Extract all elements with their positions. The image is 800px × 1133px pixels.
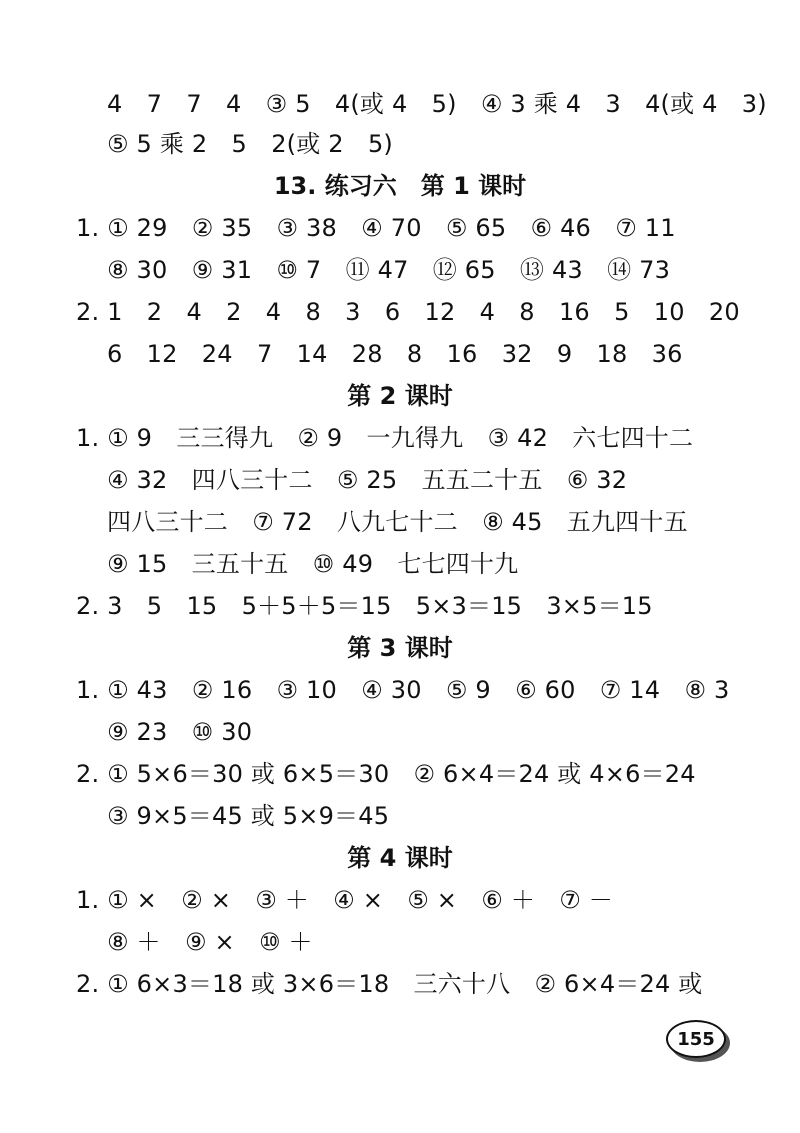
- section-heading: 第 2 课时: [347, 382, 453, 410]
- text-line: ⑨ 23 ⑩ 30: [107, 718, 253, 746]
- page-number-badge: [666, 1020, 726, 1058]
- text-line: 1. ① 9 三三得九 ② 9 一九得九 ③ 42 六七四十二: [76, 424, 694, 452]
- text-line: ③ 9×5＝45 或 5×9＝45: [107, 802, 390, 830]
- text-line: 4 7 7 4 ③ 5 4(或 4 5) ④ 3 乘 4 3 4(或 4 3): [107, 90, 767, 118]
- text-line: ⑧ ＋ ⑨ × ⑩ ＋: [107, 928, 313, 956]
- text-line: 2. ① 5×6＝30 或 6×5＝30 ② 6×4＝24 或 4×6＝24: [76, 760, 696, 788]
- text-line: ⑤ 5 乘 2 5 2(或 2 5): [107, 130, 393, 158]
- section-heading: 第 3 课时: [347, 634, 453, 662]
- text-line: 1. ① 43 ② 16 ③ 10 ④ 30 ⑤ 9 ⑥ 60 ⑦ 14 ⑧ 3: [76, 676, 730, 704]
- text-line: 2. 1 2 4 2 4 8 3 6 12 4 8 16 5 10 20: [76, 298, 740, 326]
- text-line: ④ 32 四八三十二 ⑤ 25 五五二十五 ⑥ 32: [107, 466, 628, 494]
- text-line: 2. ① 6×3＝18 或 3×6＝18 三六十八 ② 6×4＝24 或: [76, 970, 703, 998]
- text-line: ⑧ 30 ⑨ 31 ⑩ 7 ⑪ 47 ⑫ 65 ⑬ 43 ⑭ 73: [107, 256, 671, 284]
- text-line: 6 12 24 7 14 28 8 16 32 9 18 36: [107, 340, 683, 368]
- text-line: 1. ① × ② × ③ ＋ ④ × ⑤ × ⑥ ＋ ⑦ －: [76, 886, 613, 914]
- section-heading: 第 4 课时: [347, 844, 453, 872]
- page-number: 155: [677, 1028, 715, 1050]
- section-heading: 13. 练习六 第 1 课时: [273, 172, 527, 200]
- text-line: ⑨ 15 三五十五 ⑩ 49 七七四十九: [107, 550, 519, 578]
- text-line: 四八三十二 ⑦ 72 八九七十二 ⑧ 45 五九四十五: [107, 508, 688, 536]
- text-line: 2. 3 5 15 5＋5＋5＝15 5×3＝15 3×5＝15: [76, 592, 653, 620]
- text-line: 1. ① 29 ② 35 ③ 38 ④ 70 ⑤ 65 ⑥ 46 ⑦ 11: [76, 214, 676, 242]
